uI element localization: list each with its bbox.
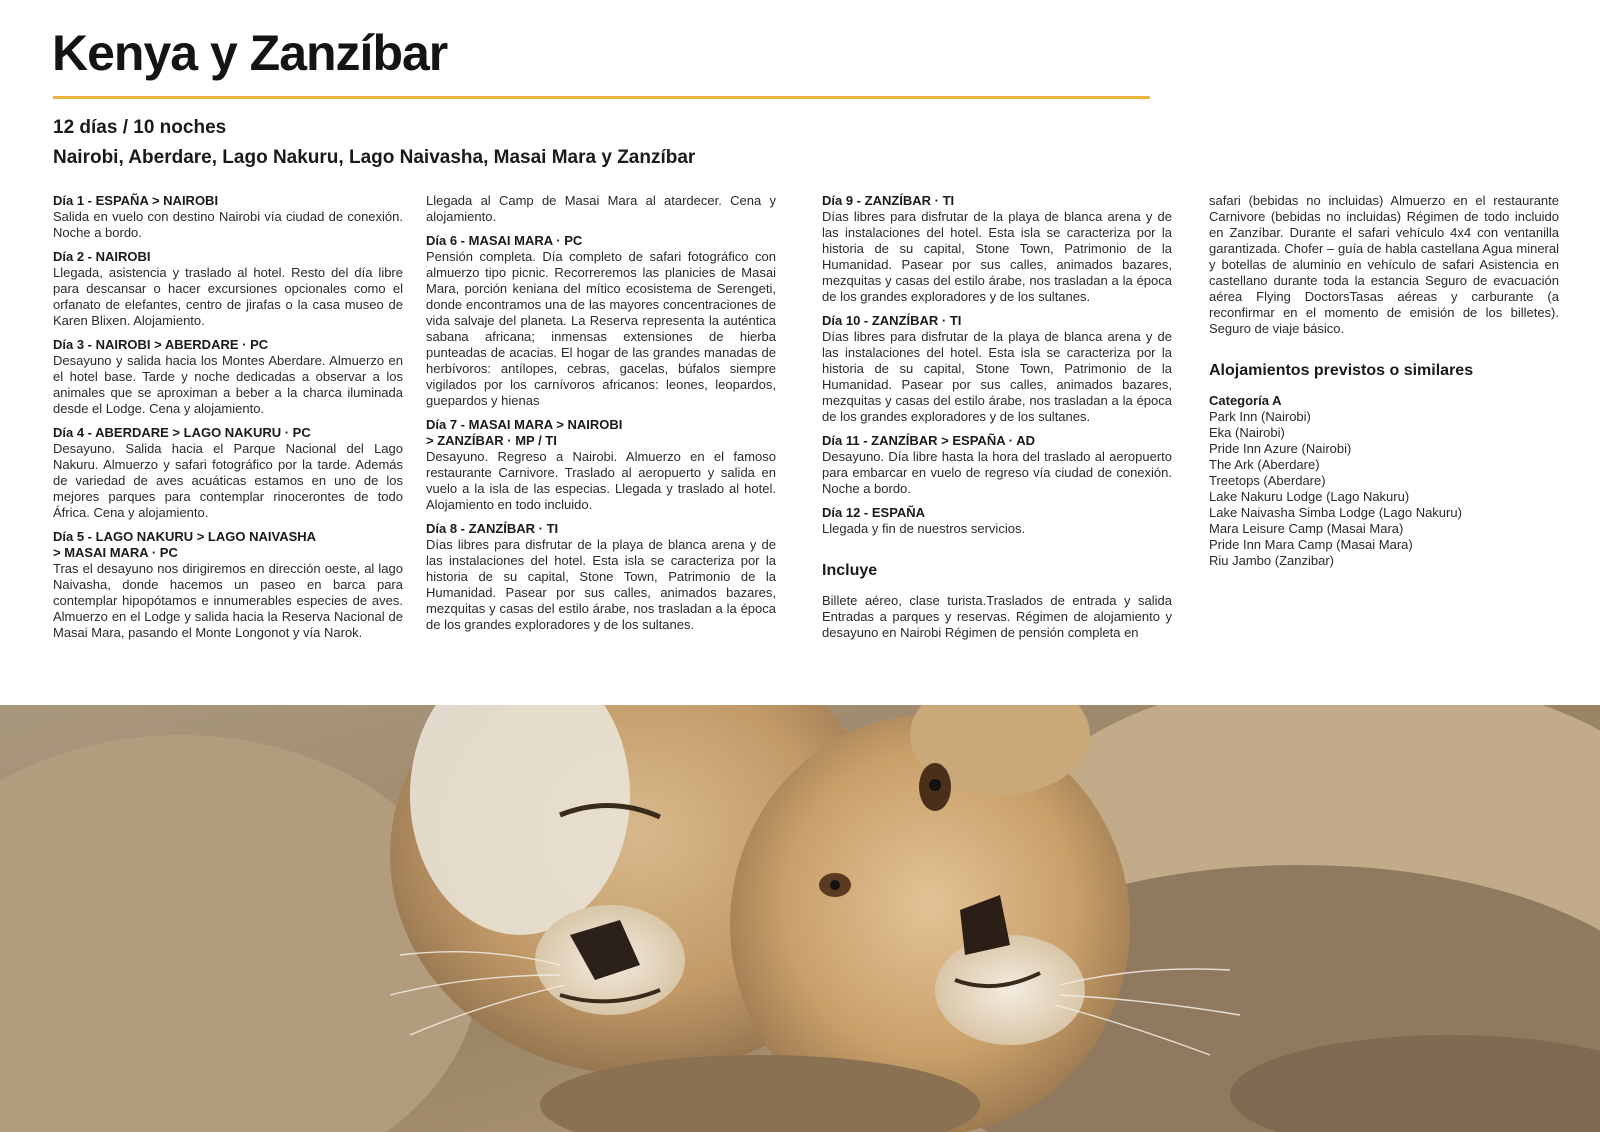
includes-text-continued: safari (bebidas no incluidas) Almuerzo en el restaurante Carnivore (bebidas no incluidas) Régimen de todo incluido en Zanzíbar. Durante el safari vehículo 4x4 con ventanilla garantizada. Chofer – guía de habla castellana Agua mineral y botellas de aluminio en vehículo de safari Asistencia en castellano durante toda la estancia Seguro de evacuación aérea Flying DoctorsTasas aéreas y carburante (a reconfirmar en el momento de emisión de los billetes). Seguro de viaje básico.: [1209, 193, 1559, 336]
day-heading: Día 8 - ZANZÍBAR · TI: [426, 521, 559, 536]
day-item: [426, 417, 776, 513]
hotel-item: Lake Naivasha Simba Lodge (Lago Nakuru): [1209, 505, 1462, 520]
lions-illustration: [0, 705, 1600, 1132]
trip-duration: 12 días / 10 noches: [53, 117, 227, 138]
day-item: [822, 505, 1172, 537]
day-heading-continued: > ZANZÍBAR · MP / TI: [426, 433, 557, 448]
day-heading: Día 7 - MASAI MARA > NAIROBI: [426, 417, 623, 432]
day-heading: Día 5 - LAGO NAKURU > LAGO NAIVASHA: [53, 529, 317, 544]
info-column-4: [1209, 193, 1559, 569]
day-item: [426, 521, 776, 633]
itinerary-column-3: [822, 193, 1172, 641]
hotel-item: Treetops (Aberdare): [1209, 473, 1326, 488]
day-heading: Día 4 - ABERDARE > LAGO NAKURU · PC: [53, 425, 311, 440]
day-description: Desayuno y salida hacia los Montes Aberdare. Almuerzo en el hotel base. Tarde y noche dedicadas a observar a los animales que se aproximan a beber a la charca iluminada desde el Lodge. Cena y alojamiento.: [53, 353, 403, 416]
hotel-item: Pride Inn Azure (Nairobi): [1209, 441, 1352, 456]
day-item: [53, 249, 403, 329]
hotel-item: Lake Nakuru Lodge (Lago Nakuru): [1209, 489, 1410, 504]
hotel-item: Park Inn (Nairobi): [1209, 409, 1311, 424]
title-underline: [53, 96, 1150, 99]
day-heading: Día 1 - ESPAÑA > NAIROBI: [53, 193, 219, 208]
day-heading: Día 11 - ZANZÍBAR > ESPAÑA · AD: [822, 433, 1035, 448]
day-description: Desayuno. Día libre hasta la hora del traslado al aeropuerto para embarcar en vuelo de regreso vía ciudad de conexión. Noche a bordo.: [822, 449, 1172, 496]
day-description: Días libres para disfrutar de la playa de blanca arena y de las instalaciones del hotel. Esta isla se caracteriza por la historia de su capital, Stone Town, Patrimonio de la Humanidad. Pasear por sus calles, animados bazares, mezquitas y casas del estilo árabe, nos trasladan a la época de los grandes exploradores y de los sultanes.: [822, 329, 1172, 424]
day-description: Tras el desayuno nos dirigiremos en dirección oeste, al lago Naivasha, donde hacemos un paseo en barca para contemplar hipopótamos e innumerables especies de aves. Almuerzo en el Lodge y salida hacia la Reserva Nacional de Masai Mara, pasando el Monte Longonot y vía Narok.: [53, 561, 403, 640]
hotel-item: Pride Inn Mara Camp (Masai Mara): [1209, 537, 1413, 552]
itinerary-column-2: [426, 193, 776, 641]
hotel-item: Mara Leisure Camp (Masai Mara): [1209, 521, 1404, 536]
day-heading: Día 9 - ZANZÍBAR · TI: [822, 193, 955, 208]
day-description: Pensión completa. Día completo de safari fotográfico con almuerzo tipo picnic. Recorreremos las planicies de Masai Mara, porción keniana del mítico ecosistema de Serengeti, donde encontramos una de las mayores concentraciones de vida salvaje del planeta. La Reserva representa la auténtica sabana africana; inmensas extensiones de hierba punteadas de acacias. El hogar de las grandes manadas de herbívoros: antílopes, cebras, gacelas, búfalos siempre vigilados por los carnívoros africanos: leones, leopardos, guepardos y hienas: [426, 249, 776, 408]
day-description: Desayuno. Salida hacia el Parque Nacional del Lago Nakuru. Almuerzo y safari fotográfico por la tarde. Además de variedad de aves acuáticas estamos en uno de los mejores parques para contemplar rinocerontes de todo África. Cena y alojamiento.: [53, 441, 403, 520]
day-item: [426, 233, 776, 409]
day-item: [53, 337, 403, 417]
day-heading: Día 12 - ESPAÑA: [822, 505, 926, 520]
day-item: [822, 313, 1172, 425]
day-description: Días libres para disfrutar de la playa de blanca arena y de las instalaciones del hotel. Esta isla se caracteriza por la historia de su capital, Stone Town, Patrimonio de la Humanidad. Pasear por sus calles, animados bazares, mezquitas y casas del estilo árabe, nos trasladan a la época de los grandes exploradores y de los sultanes.: [426, 537, 776, 632]
day-heading: Día 2 - NAIROBI: [53, 249, 151, 264]
day-description: Salida en vuelo con destino Nairobi vía ciudad de conexión. Noche a bordo.: [53, 209, 403, 240]
hotel-item: Eka (Nairobi): [1209, 425, 1285, 440]
page-title: Kenya y Zanzíbar: [52, 25, 448, 81]
hotel-item: The Ark (Aberdare): [1209, 457, 1320, 472]
day-heading-continued: > MASAI MARA · PC: [53, 545, 178, 560]
day-item: [53, 425, 403, 521]
day-heading: Día 3 - NAIROBI > ABERDARE · PC: [53, 337, 269, 352]
includes-title: Incluye: [822, 562, 878, 579]
day-description: Llegada al Camp de Masai Mara al atardecer. Cena y alojamiento.: [426, 193, 776, 224]
hotel-item: Riu Jambo (Zanzibar): [1209, 553, 1334, 568]
itinerary-column-1: [53, 193, 403, 649]
day-item-continued: [426, 193, 776, 225]
day-heading: Día 6 - MASAI MARA · PC: [426, 233, 583, 248]
lions-photo: [0, 705, 1600, 1132]
day-description: Llegada y fin de nuestros servicios.: [822, 521, 1026, 536]
day-item: [53, 529, 403, 641]
day-item: [53, 193, 403, 241]
day-item: [822, 433, 1172, 497]
accommodation-category: Categoría A: [1209, 393, 1282, 408]
accommodation-title: Alojamientos previstos o similares: [1209, 362, 1474, 379]
includes-text: Billete aéreo, clase turista.Traslados de entrada y salida Entradas a parques y reservas. Régimen de alojamiento y desayuno en Nairobi Régimen de pensión completa en: [822, 593, 1172, 640]
day-item: [822, 193, 1172, 305]
day-description: Desayuno. Regreso a Nairobi. Almuerzo en el famoso restaurante Carnivore. Traslado al aeropuerto y salida en vuelo a la isla de las especias. Llegada y traslado al hotel. Alojamiento en todo incluido.: [426, 449, 776, 512]
hotel-list: [1209, 409, 1559, 569]
day-description: Días libres para disfrutar de la playa de blanca arena y de las instalaciones del hotel. Esta isla se caracteriza por la historia de su capital, Stone Town, Patrimonio de la Humanidad. Pasear por sus calles, animados bazares, mezquitas y casas del estilo árabe, nos trasladan a la época de los grandes exploradores y de los sultanes.: [822, 209, 1172, 304]
day-description: Llegada, asistencia y traslado al hotel. Resto del día libre para descansar o hacer excursiones opcionales como el orfanato de elefantes, centro de jirafas o la casa museo de Karen Blixen. Alojamiento.: [53, 265, 403, 328]
day-heading: Día 10 - ZANZÍBAR · TI: [822, 313, 962, 328]
trip-route: Nairobi, Aberdare, Lago Nakuru, Lago Naivasha, Masai Mara y Zanzíbar: [53, 147, 696, 168]
